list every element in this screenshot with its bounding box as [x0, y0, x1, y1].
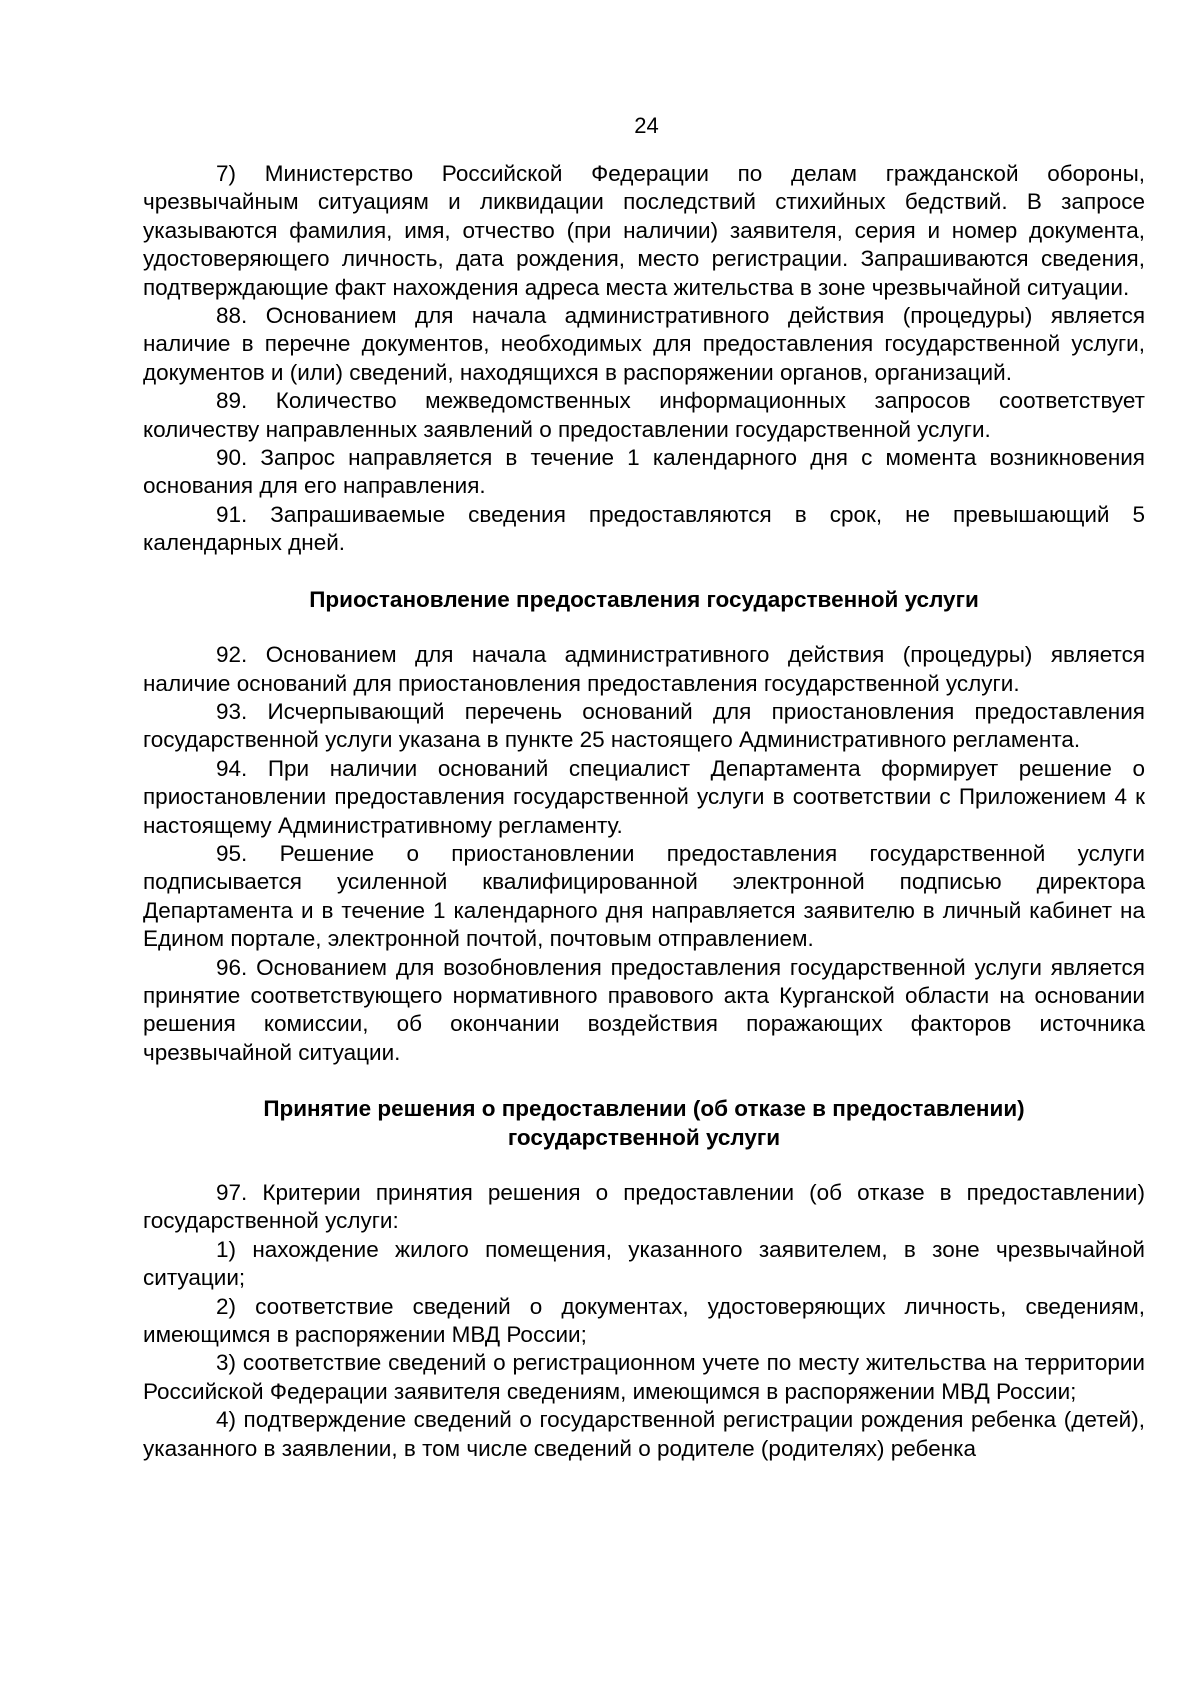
document-page	[143, 112, 1145, 1463]
paragraph-item-7: 7) Министерство Российской Федерации по делам гражданской обороны, чрезвычайным ситуациям и ликвидации последствий стихийных бедствий. В запросе указываются фамилия, имя, отчество (при наличии) заявителя, серия и номер документа, удостоверяющего личность, дата рождения, место регистрации. Запрашиваются сведения, подтверждающие факт нахождения адреса места жительства в зоне чрезвычайной ситуации.	[143, 161, 1145, 300]
criterion-item-1: 1) нахождение жилого помещения, указанного заявителем, в зоне чрезвычайной ситуации;	[143, 1236, 1145, 1291]
criterion-item-4: 4) подтверждение сведений о государственной регистрации рождения ребенка (детей), указанного в заявлении, в том числе сведений о родителе (родителях) ребенка	[143, 1407, 1145, 1461]
section-heading-decision-line-1: Принятие решения о предоставлении (об отказе в предоставлении)	[263, 1096, 1025, 1122]
paragraph-89: 89. Количество межведомственных информационных запросов соответствует количеству направленных заявлений о предоставлении государственной услуги.	[143, 388, 1145, 442]
paragraph-94: 94. При наличии оснований специалист Департамента формирует решение о приостановлении предоставления государственной услуги в соответствии с Приложением 4 к настоящему Административному регламенту.	[143, 755, 1145, 838]
section-heading-suspension: Приостановление предоставления государственной услуги	[309, 586, 979, 612]
paragraph-93: 93. Исчерпывающий перечень оснований для приостановления предоставления государственной услуги указана в пункте 25 настоящего Административного регламента.	[143, 698, 1145, 753]
page-number: 24	[634, 113, 659, 138]
paragraph-91: 91. Запрашиваемые сведения предоставляются в срок, не превышающий 5 календарных дней.	[143, 501, 1145, 556]
paragraph-96: 96. Основанием для возобновления предоставления государственной услуги является принятие соответствующего нормативного правового акта Курганской области на основании решения комиссии, об окончании воздействия поражающих факторов источника чрезвычайной ситуации.	[143, 954, 1145, 1065]
section-heading-decision	[143, 1095, 1145, 1152]
criterion-item-3: 3) соответствие сведений о регистрационном учете по месту жительства на территории Российской Федерации заявителя сведениям, имеющимся в распоряжении МВД России;	[143, 1350, 1145, 1404]
paragraph-97: 97. Критерии принятия решения о предоставлении (об отказе в предоставлении) государственной услуги:	[143, 1180, 1145, 1234]
paragraph-92: 92. Основанием для начала административного действия (процедуры) является наличие оснований для приостановления предоставления государственной услуги.	[143, 642, 1145, 696]
paragraph-88: 88. Основанием для начала административного действия (процедуры) является наличие в перечне документов, необходимых для предоставления государственной услуги, документов и (или) сведений, находящихся в распоряжении органов, организаций.	[143, 303, 1145, 385]
paragraph-90: 90. Запрос направляется в течение 1 календарного дня с момента возникновения основания для его направления.	[143, 445, 1145, 499]
paragraph-95: 95. Решение о приостановлении предоставления государственной услуги подписывается усиленной квалифицированной электронной подписью директора Департамента и в течение 1 календарного дня направляется заявителю в личный кабинет на Едином портале, электронной почтой, почтовым отправлением.	[143, 840, 1145, 952]
criterion-item-2: 2) соответствие сведений о документах, удостоверяющих личность, сведениям, имеющимся в распоряжении МВД России;	[143, 1293, 1145, 1348]
section-heading-decision-line-2: государственной услуги	[507, 1124, 781, 1150]
